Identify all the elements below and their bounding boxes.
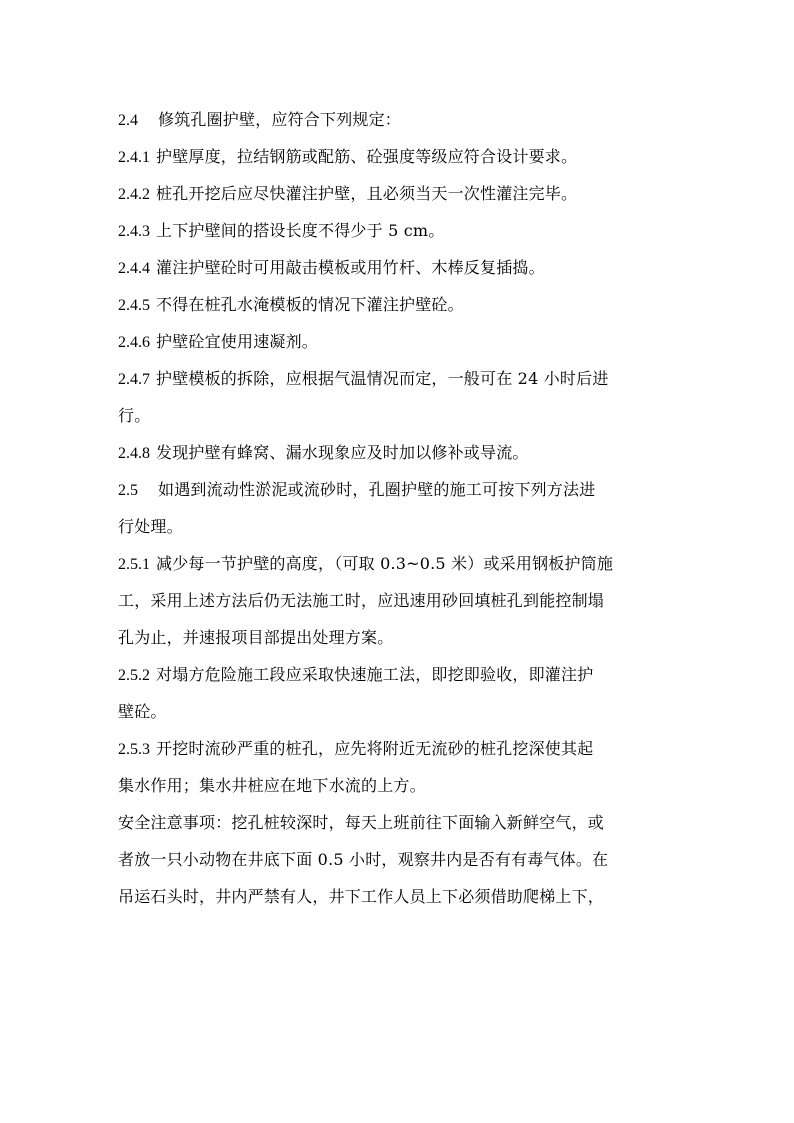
section-number: 2.4.3	[118, 223, 150, 240]
paragraph-line	[118, 212, 678, 249]
paragraph-continuation-line	[118, 582, 678, 619]
paragraph-text: 不得在桩孔水淹模板的情况下灌注护壁砼。	[156, 295, 464, 314]
paragraph-line	[118, 804, 678, 841]
paragraph-text: 护壁砼宜使用速凝剂。	[156, 332, 319, 351]
paragraph-text: 工，采用上述方法后仍无法施工时，应迅速用砂回填桩孔到能控制塌	[118, 591, 605, 610]
paragraph-continuation-line	[118, 619, 678, 656]
paragraph-text: 护壁厚度，拉结钢筋或配筋、砼强度等级应符合设计要求。	[156, 147, 578, 166]
section-number: 2.4.2	[118, 186, 150, 203]
paragraph-text: 桩孔开挖后应尽快灌注护壁，且必须当天一次性灌注完毕。	[156, 184, 578, 203]
paragraph-text: 对塌方危险施工段应采取快速施工法，即挖即验收，即灌注护	[156, 665, 594, 684]
paragraph-line	[118, 323, 678, 360]
paragraph-continuation-line	[118, 397, 678, 434]
paragraph-text: 减少每一节护壁的高度，（可取 0.3~0.5 米）或采用钢板护筒施	[156, 554, 614, 573]
paragraph-line	[118, 434, 678, 471]
paragraph-text: 壁砼。	[118, 702, 167, 721]
section-number: 2.4.8	[118, 445, 150, 462]
paragraph-line	[118, 286, 678, 323]
paragraph-continuation-line	[118, 878, 678, 915]
section-number: 2.4.4	[118, 260, 150, 277]
paragraph-text: 灌注护壁砼时可用敲击模板或用竹杆、木棒反复插捣。	[156, 258, 545, 277]
paragraph-text: 修筑孔圈护壁，应符合下列规定：	[158, 110, 402, 129]
paragraph-text: 吊运石头时，井内严禁有人，井下工作人员上下必须借助爬梯上下，	[118, 887, 605, 906]
paragraph-line	[118, 545, 678, 582]
paragraph-text: 孔为止，并速报项目部提出处理方案。	[118, 628, 394, 647]
paragraph-text: 发现护壁有蜂窝、漏水现象应及时加以修补或导流。	[156, 443, 529, 462]
section-number: 2.5.3	[118, 741, 150, 758]
document-body	[118, 101, 678, 915]
section-number: 2.4.5	[118, 297, 150, 314]
paragraph-continuation-line	[118, 508, 678, 545]
paragraph-text: 如遇到流动性淤泥或流砂时，孔圈护壁的施工可按下列方法进	[158, 480, 596, 499]
section-number: 2.4	[118, 112, 138, 129]
paragraph-text: 上下护壁间的搭设长度不得少于 5 cm。	[156, 221, 445, 240]
paragraph-text: 护壁模板的拆除，应根据气温情况而定，一般可在 24 小时后进	[156, 369, 609, 388]
section-number: 2.4.6	[118, 334, 150, 351]
section-number: 2.4.1	[118, 149, 150, 166]
paragraph-text: 开挖时流砂严重的桩孔，应先将附近无流砂的桩孔挖深使其起	[156, 739, 594, 758]
section-number: 2.5	[118, 482, 138, 499]
paragraph-line	[118, 175, 678, 212]
paragraph-text: 行处理。	[118, 517, 183, 536]
section-number: 2.4.7	[118, 371, 150, 388]
paragraph-line	[118, 730, 678, 767]
paragraph-line	[118, 656, 678, 693]
paragraph-line	[118, 471, 678, 508]
paragraph-line	[118, 138, 678, 175]
paragraph-text: 行。	[118, 406, 151, 425]
paragraph-text: 集水作用；集水井桩应在地下水流的上方。	[118, 776, 426, 795]
paragraph-line	[118, 360, 678, 397]
paragraph-text: 安全注意事项：挖孔桩较深时，每天上班前往下面输入新鲜空气，或	[118, 813, 605, 832]
paragraph-text: 者放一只小动物在井底下面 0.5 小时，观察井内是否有有毒气体。在	[118, 850, 609, 869]
paragraph-continuation-line	[118, 841, 678, 878]
paragraph-line	[118, 249, 678, 286]
section-number: 2.5.2	[118, 667, 150, 684]
paragraph-line	[118, 101, 678, 138]
paragraph-continuation-line	[118, 767, 678, 804]
paragraph-continuation-line	[118, 693, 678, 730]
section-number: 2.5.1	[118, 556, 150, 573]
